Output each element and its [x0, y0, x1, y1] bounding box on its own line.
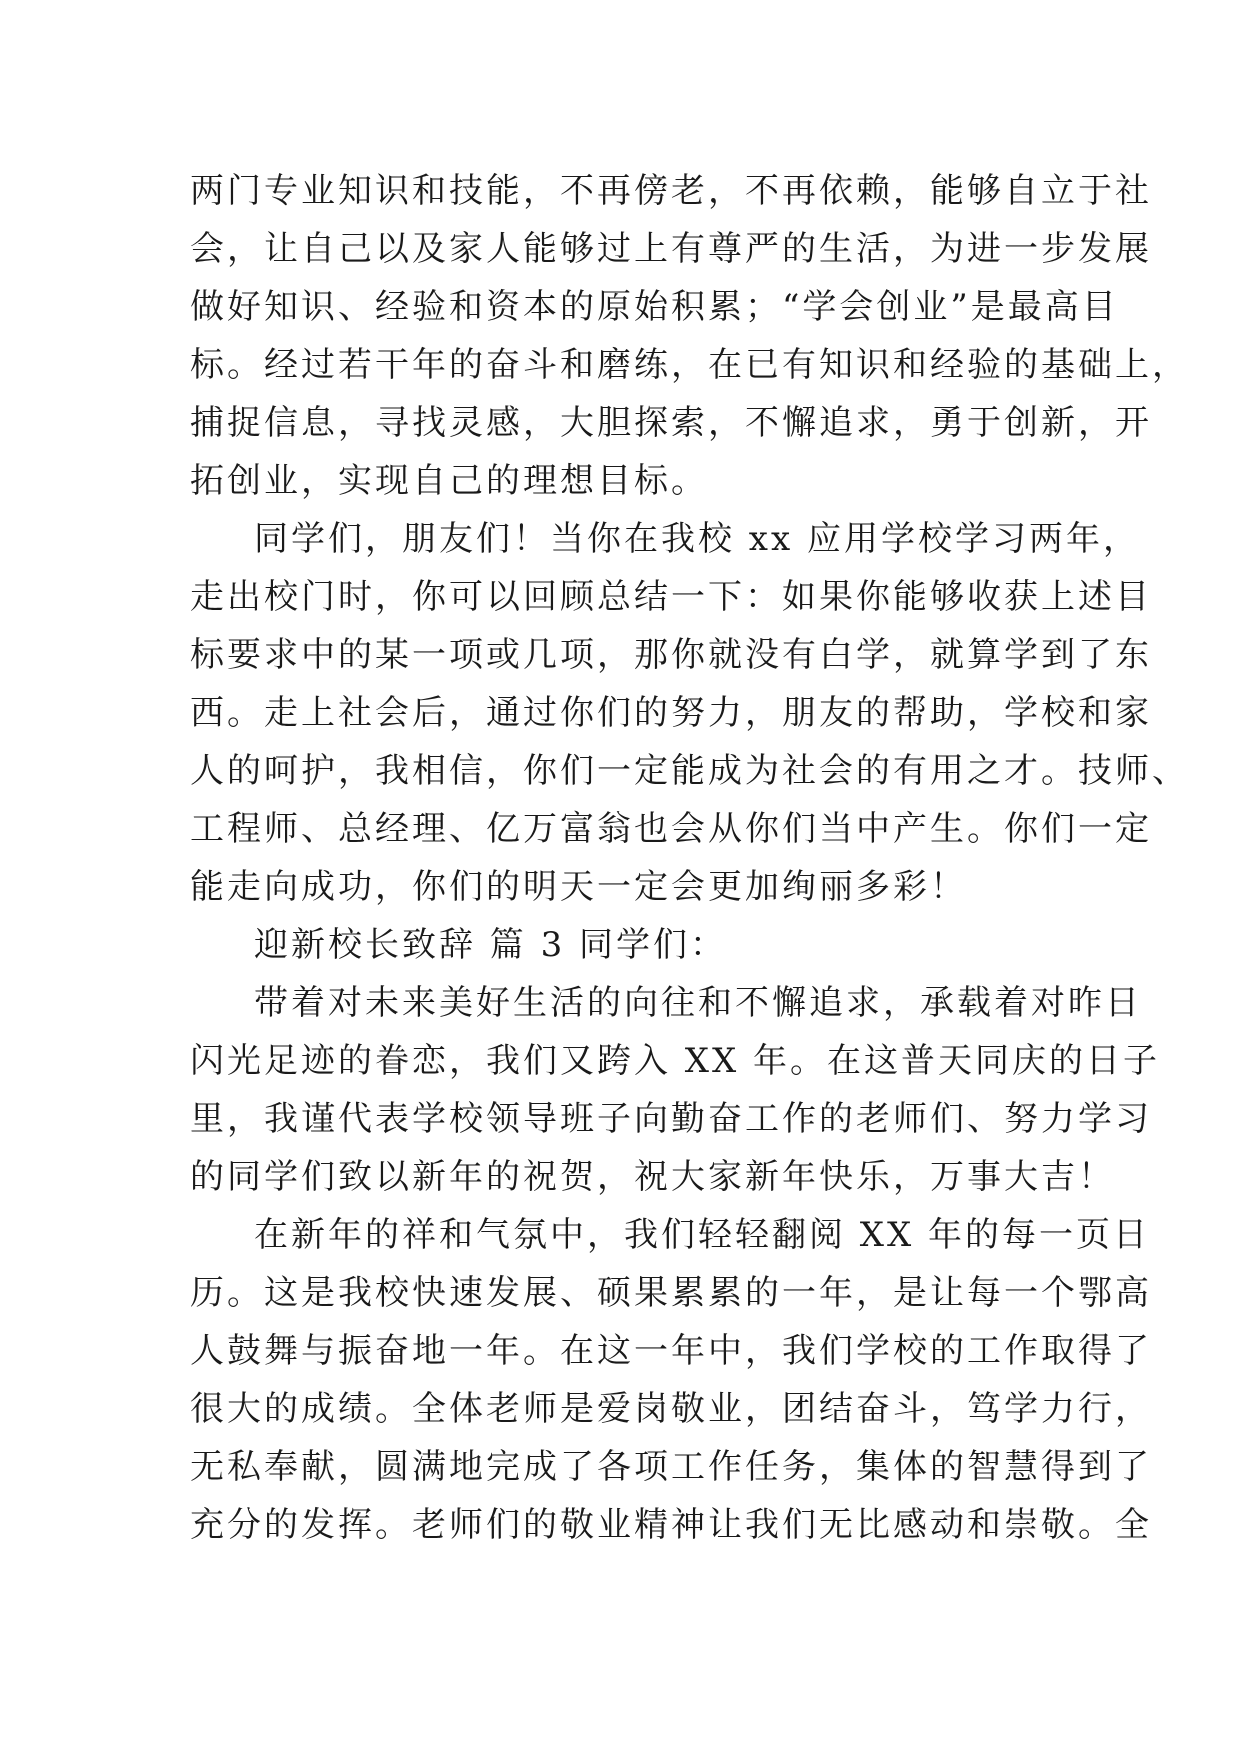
text-line: 在新年的祥和气氛中，我们轻轻翻阅 XX 年的每一页日: [254, 1215, 1151, 1255]
text-line: 里，我谨代表学校领导班子向勤奋工作的老师们、努力学习: [190, 1099, 1152, 1139]
text-line: 工程师、总经理、亿万富翁也会从你们当中产生。你们一定: [190, 809, 1152, 849]
text-line: 捕捉信息，寻找灵感，大胆探索，不懈追求，勇于创新，开: [190, 403, 1152, 443]
text-line: 的同学们致以新年的祝贺，祝大家新年快乐，万事大吉！: [190, 1157, 1115, 1197]
text-line: 会，让自己以及家人能够过上有尊严的生活，为进一步发展: [190, 229, 1152, 269]
text-line: 西。走上社会后，通过你们的努力，朋友的帮助，学校和家: [190, 693, 1152, 733]
text-line: 走出校门时，你可以回顾总结一下：如果你能够收获上述目: [190, 577, 1152, 617]
text-line: 能走向成功，你们的明天一定会更加绚丽多彩！: [190, 867, 967, 907]
document-body: [190, 162, 1189, 1554]
text-line: 人鼓舞与振奋地一年。在这一年中，我们学校的工作取得了: [190, 1331, 1152, 1371]
text-line: 无私奉献，圆满地完成了各项工作任务，集体的智慧得到了: [190, 1447, 1152, 1487]
text-line: 很大的成绩。全体老师是爱岗敬业，团结奋斗，笃学力行，: [190, 1389, 1152, 1429]
text-line: 闪光足迹的眷恋，我们又跨入 XX 年。在这普天同庆的日子: [190, 1041, 1161, 1081]
text-line: 拓创业，实现自己的理想目标。: [190, 461, 708, 501]
text-line: 做好知识、经验和资本的原始积累；“学会创业”是最高目: [190, 287, 1119, 327]
text-line: 历。这是我校快速发展、硕果累累的一年，是让每一个鄂高: [190, 1273, 1152, 1313]
text-line: 迎新校长致辞 篇 3 同学们：: [254, 925, 728, 965]
text-line: 人的呵护，我相信，你们一定能成为社会的有用之才。技师、: [190, 751, 1189, 791]
text-line: 同学们，朋友们！当你在我校 xx 应用学校学习两年，: [254, 519, 1140, 559]
text-line: 标要求中的某一项或几项，那你就没有白学，就算学到了东: [190, 635, 1152, 675]
text-line: 标。经过若干年的奋斗和磨练，在已有知识和经验的基础上，: [190, 345, 1189, 385]
text-line: 带着对未来美好生活的向往和不懈追求，承载着对昨日: [254, 983, 1142, 1023]
text-line: 充分的发挥。老师们的敬业精神让我们无比感动和崇敬。全: [190, 1505, 1152, 1545]
text-line: 两门专业知识和技能，不再傍老，不再依赖，能够自立于社: [190, 171, 1152, 211]
